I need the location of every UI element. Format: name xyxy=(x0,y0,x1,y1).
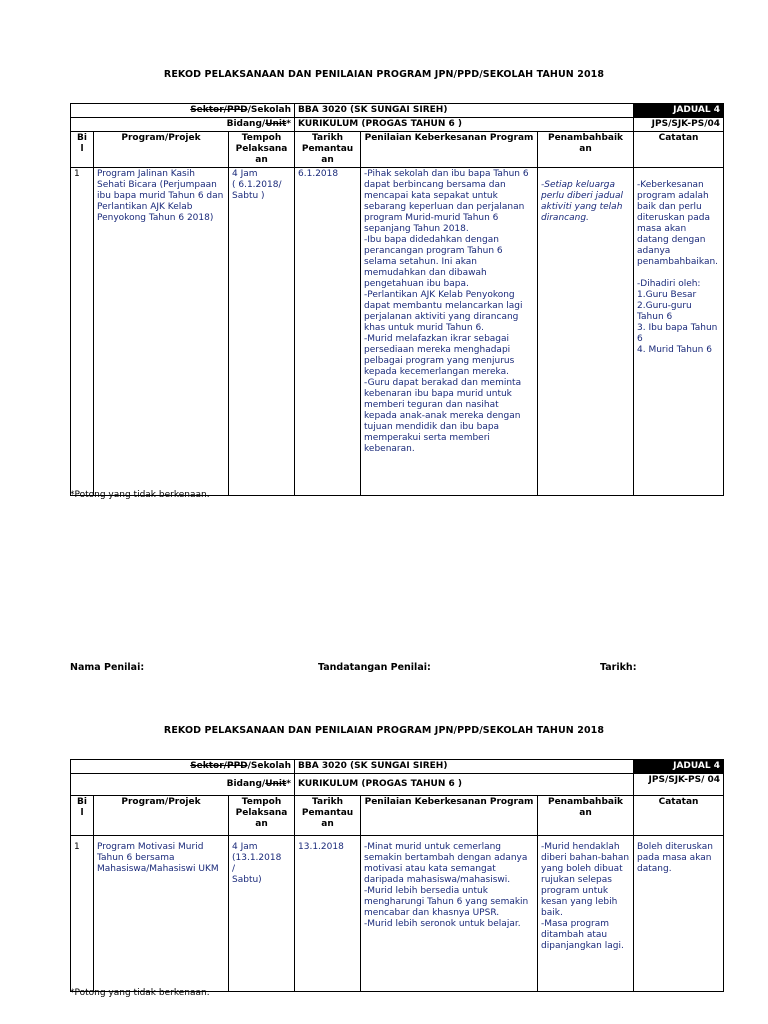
record1-table xyxy=(70,103,724,496)
header-tarikh: Tarikh Pemantau an xyxy=(295,796,361,836)
row-bil: 1 xyxy=(71,168,94,496)
row-tempoh: 4 Jam (13.1.2018 / Sabtu) xyxy=(229,836,295,992)
row-penilaian: -Pihak sekolah dan ibu bapa Tahun 6 dapat berbincang bersama dan mencapai kata sepakat untuk sebarang keperluan dan perjalanan program Murid-murid Tahun 6 sepanjang Tahun 2018. -Ibu bapa didedahkan dengan perancangan program Tahun 6 selama setahun. Ini akan memudahkan dan dibawah pengetahuan ibu bapa. -Perlantikan AJK Kelab Penyokong dapat membantu melancarkan lagi perjalanan aktiviti yang dirancang khas untuk murid Tahun 6. -Murid melafazkan ikrar sebagai persediaan mereka menghadapi pelbagai program yang menjurus kepada kecemerlangan mereka. -Guru dapat berakad dan meminta kebenaran ibu bapa murid untuk memberi teguran dan nasihat kepada anak-anak mereka dengan tujuan mendidik dan ibu bapa memperakui serta memberi kebenaran. xyxy=(361,168,538,496)
sektor-label: Sektor/PPD/Sekolah xyxy=(71,104,295,118)
bidang-value: KURIKULUM (PROGAS TAHUN 6 ) xyxy=(295,118,634,132)
bidang-value: KURIKULUM (PROGAS TAHUN 6 ) xyxy=(295,774,634,796)
jadual-label: JADUAL 4 xyxy=(634,104,724,118)
row-catatan: -Keberkesanan program adalah baik dan perlu diteruskan pada masa akan datang dengan adanya penambahbaikan. -Dihadiri oleh: 1.Guru Besar 2.Guru-guru Tahun 6 3. Ibu bapa Tahun 6 4. Murid Tahun 6 xyxy=(634,168,724,496)
header-penambahbaikan: Penambahbaik an xyxy=(538,796,634,836)
sektor-value: BBA 3020 (SK SUNGAI SIREH) xyxy=(295,760,634,774)
header-penilaian: Penilaian Keberkesanan Program xyxy=(361,796,538,836)
row-tarikh: 13.1.2018 xyxy=(295,836,361,992)
bidang-label: Bidang/Unit* xyxy=(71,118,295,132)
header-tarikh: Tarikh Pemantau an xyxy=(295,132,361,168)
tarikh-label: Tarikh: xyxy=(600,662,637,673)
form-code: JPS/SJK-PS/ 04 xyxy=(634,774,724,796)
header-tempoh: Tempoh Pelaksana an xyxy=(229,796,295,836)
header-tempoh: Tempoh Pelaksana an xyxy=(229,132,295,168)
header-penambahbaikan: Penambahbaik an xyxy=(538,132,634,168)
record2-table xyxy=(70,759,724,992)
record2-title: REKOD PELAKSANAAN DAN PENILAIAN PROGRAM JPN/PPD/SEKOLAH TAHUN 2018 xyxy=(163,725,605,736)
row-program: Program Motivasi Murid Tahun 6 bersama Mahasiswa/Mahasiswi UKM xyxy=(94,836,229,992)
jadual-label: JADUAL 4 xyxy=(634,760,724,774)
sektor-label: Sektor/PPD/Sekolah xyxy=(71,760,295,774)
header-bil: Bi l xyxy=(71,132,94,168)
row-penilaian: -Minat murid untuk cemerlang semakin bertambah dengan adanya motivasi atau kata semangat daripada mahasiswa/mahasiswi. -Murid lebih bersedia untuk mengharungi Tahun 6 yang semakin mencabar dan khasnya UPSR. -Murid lebih seronok untuk belajar. xyxy=(361,836,538,992)
header-catatan: Catatan xyxy=(634,796,724,836)
nama-penilai-label: Nama Penilai: xyxy=(70,662,145,673)
table-row xyxy=(71,168,724,496)
header-program: Program/Projek xyxy=(94,796,229,836)
row-tempoh: 4 Jam ( 6.1.2018/ Sabtu ) xyxy=(229,168,295,496)
header-catatan: Catatan xyxy=(634,132,724,168)
record1-note: *Potong yang tidak berkenaan. xyxy=(70,490,210,500)
tandatangan-penilai-label: Tandatangan Penilai: xyxy=(318,662,431,673)
header-penilaian: Penilaian Keberkesanan Program xyxy=(361,132,538,168)
record2-note: *Potong yang tidak berkenaan. xyxy=(70,988,210,998)
row-program: Program Jalinan Kasih Sehati Bicara (Perjumpaan ibu bapa murid Tahun 6 dan Perlantikan AJK Kelab Penyokong Tahun 6 2018) xyxy=(94,168,229,496)
header-bil: Bi l xyxy=(71,796,94,836)
sektor-value: BBA 3020 (SK SUNGAI SIREH) xyxy=(295,104,634,118)
table-row xyxy=(71,836,724,992)
row-bil: 1 xyxy=(71,836,94,992)
row-catatan: Boleh diteruskan pada masa akan datang. xyxy=(634,836,724,992)
row-penambahbaikan: -Murid hendaklah diberi bahan-bahan yang boleh dibuat rujukan selepas program untuk kesan yang lebih baik. -Masa program ditambah atau dipanjangkan lagi. xyxy=(538,836,634,992)
bidang-label: Bidang/Unit* xyxy=(71,774,295,796)
row-penambahbaikan: -Setiap keluarga perlu diberi jadual aktiviti yang telah dirancang. xyxy=(538,168,634,496)
row-tarikh: 6.1.2018 xyxy=(295,168,361,496)
form-code: JPS/SJK-PS/04 xyxy=(634,118,724,132)
header-program: Program/Projek xyxy=(94,132,229,168)
record1-title: REKOD PELAKSANAAN DAN PENILAIAN PROGRAM JPN/PPD/SEKOLAH TAHUN 2018 xyxy=(163,69,605,80)
